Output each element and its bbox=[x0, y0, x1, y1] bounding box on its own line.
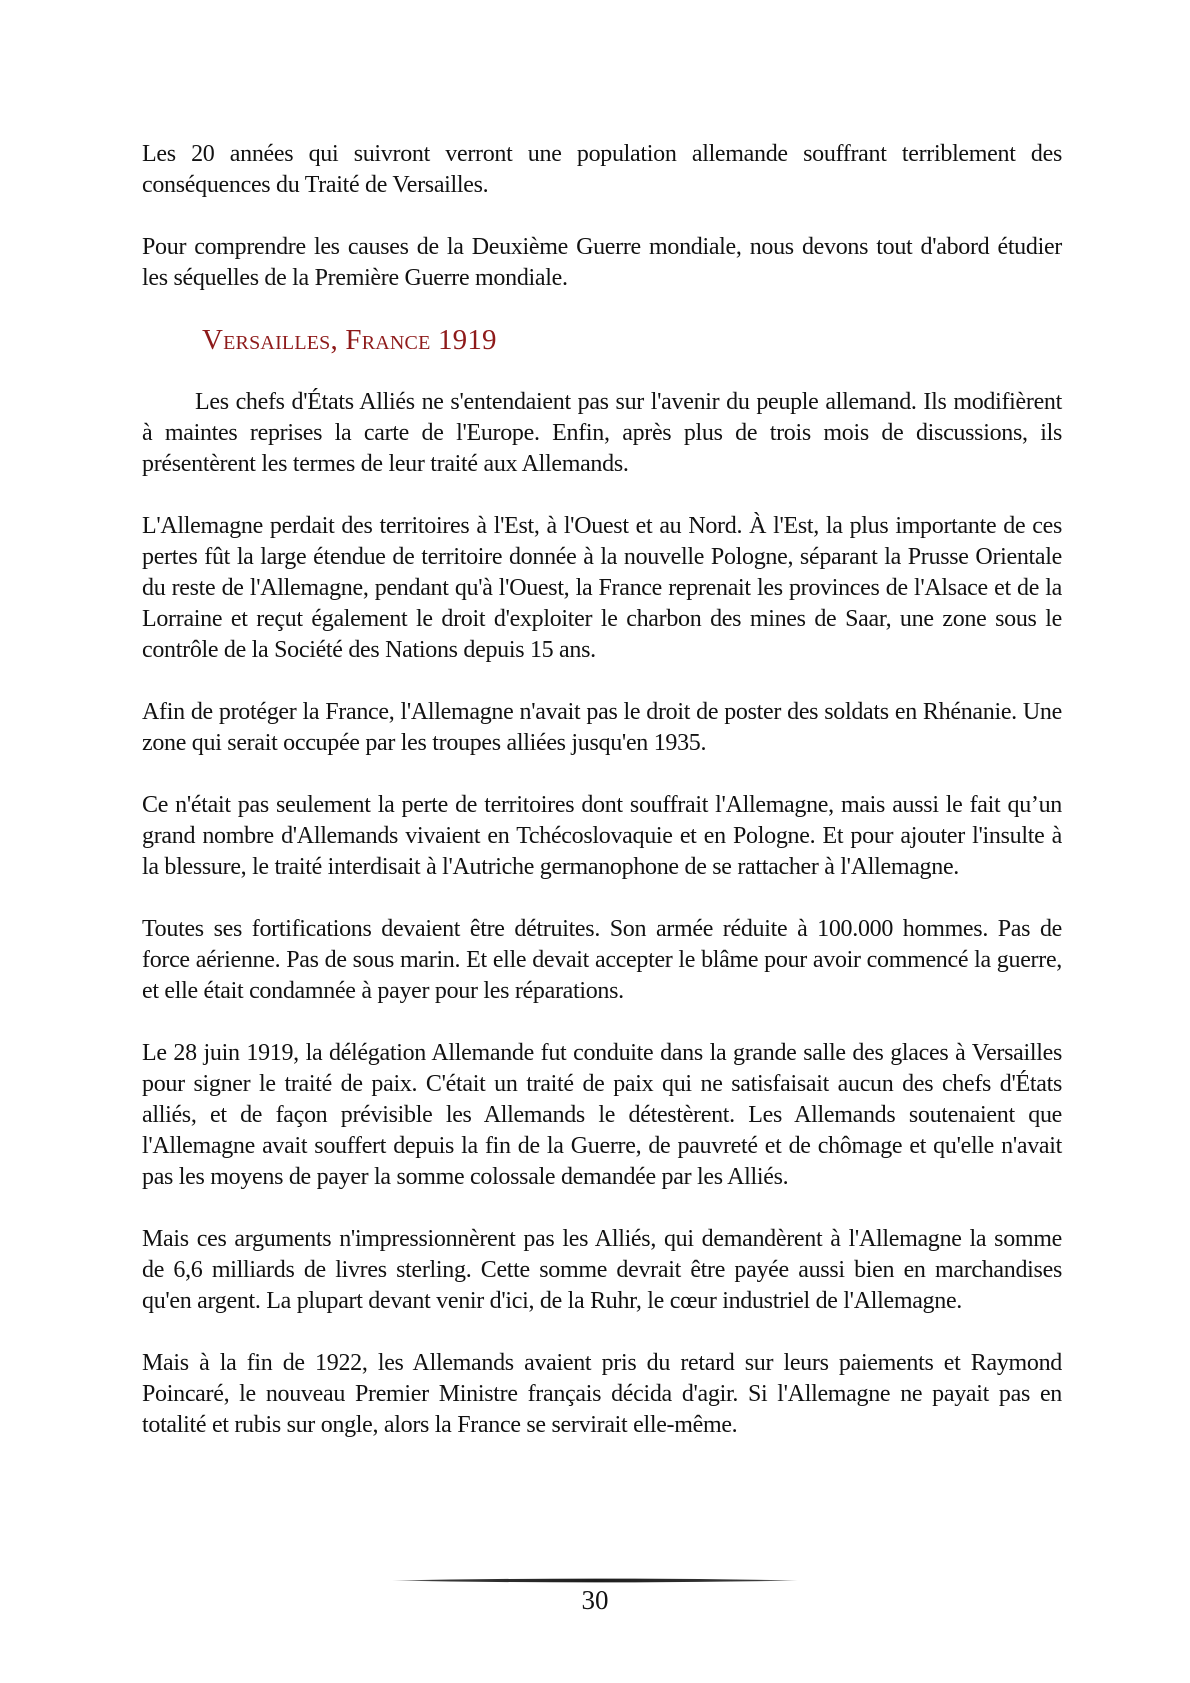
intro-paragraph: Les 20 années qui suivront verront une population allemande souffrant terriblement des conséquences du Traité de Versailles. bbox=[142, 141, 1062, 198]
footer-rule-icon bbox=[392, 1576, 798, 1585]
page-number: 30 bbox=[581, 1585, 609, 1615]
body-paragraph: Le 28 juin 1919, la délégation Allemande fut conduite dans la grande salle des glaces à Versailles pour signer le traité de paix. C'était un traité de paix qui ne satisfaisait aucun des chefs d'États alliés, et de façon prévisible les Allemands le détestèrent. Les Allemands soutenaient que l'Allemagne avait souffert depuis la fin de la Guerre, de pauvreté et de chômage et qu'elle n'avait pas les moyens de payer la somme colossale demandée par les Alliés. bbox=[142, 1040, 1062, 1190]
body-paragraph: Les chefs d'États Alliés ne s'entendaient pas sur l'avenir du peuple allemand. Ils modifièrent à maintes reprises la carte de l'Europe. Enfin, après plus de trois mois de discussions, ils présentèrent les termes de leur traité aux Allemands. bbox=[142, 389, 1062, 477]
intro-paragraph: Pour comprendre les causes de la Deuxième Guerre mondiale, nous devons tout d'abord étudier les séquelles de la Première Guerre mondiale. bbox=[142, 234, 1062, 291]
page-footer bbox=[0, 1576, 1190, 1615]
body-paragraph: Ce n'était pas seulement la perte de territoires dont souffrait l'Allemagne, mais aussi le fait qu’un grand nombre d'Allemands vivaient en Tchécoslovaquie et en Pologne. Et pour ajouter l'insulte à la blessure, le traité interdisait à l'Autriche germanophone de se rattacher à l'Allemagne. bbox=[142, 792, 1062, 880]
section-heading: Versailles, France 1919 bbox=[202, 324, 497, 356]
body-paragraph: L'Allemagne perdait des territoires à l'Est, à l'Ouest et au Nord. À l'Est, la plus importante de ces pertes fût la large étendue de territoire donnée à la nouvelle Pologne, séparant la Prusse Orientale du reste de l'Allemagne, pendant qu'à l'Ouest, la France reprenait les provinces de l'Alsace et de la Lorraine et reçut également le droit d'exploiter le charbon des mines de Saar, une zone sous le contrôle de la Société des Nations depuis 15 ans. bbox=[142, 513, 1062, 663]
body-paragraph: Afin de protéger la France, l'Allemagne n'avait pas le droit de poster des soldats en Rhénanie. Une zone qui serait occupée par les troupes alliées jusqu'en 1935. bbox=[142, 699, 1062, 756]
body-paragraph: Mais à la fin de 1922, les Allemands avaient pris du retard sur leurs paiements et Raymond Poincaré, le nouveau Premier Ministre français décida d'agir. Si l'Allemagne ne payait pas en totalité et rubis sur ongle, alors la France se servirait elle-même. bbox=[142, 1350, 1062, 1438]
body-paragraph: Mais ces arguments n'impressionnèrent pas les Alliés, qui demandèrent à l'Allemagne la somme de 6,6 milliards de livres sterling. Cette somme devrait être payée aussi bien en marchandises qu'en argent. La plupart devant venir d'ici, de la Ruhr, le cœur industriel de l'Allemagne. bbox=[142, 1226, 1062, 1314]
body-paragraph: Toutes ses fortifications devaient être détruites. Son armée réduite à 100.000 hommes. Pas de force aérienne. Pas de sous marin. Et elle devait accepter le blâme pour avoir commencé la guerre, et elle était condamnée à payer pour les réparations. bbox=[142, 916, 1062, 1004]
